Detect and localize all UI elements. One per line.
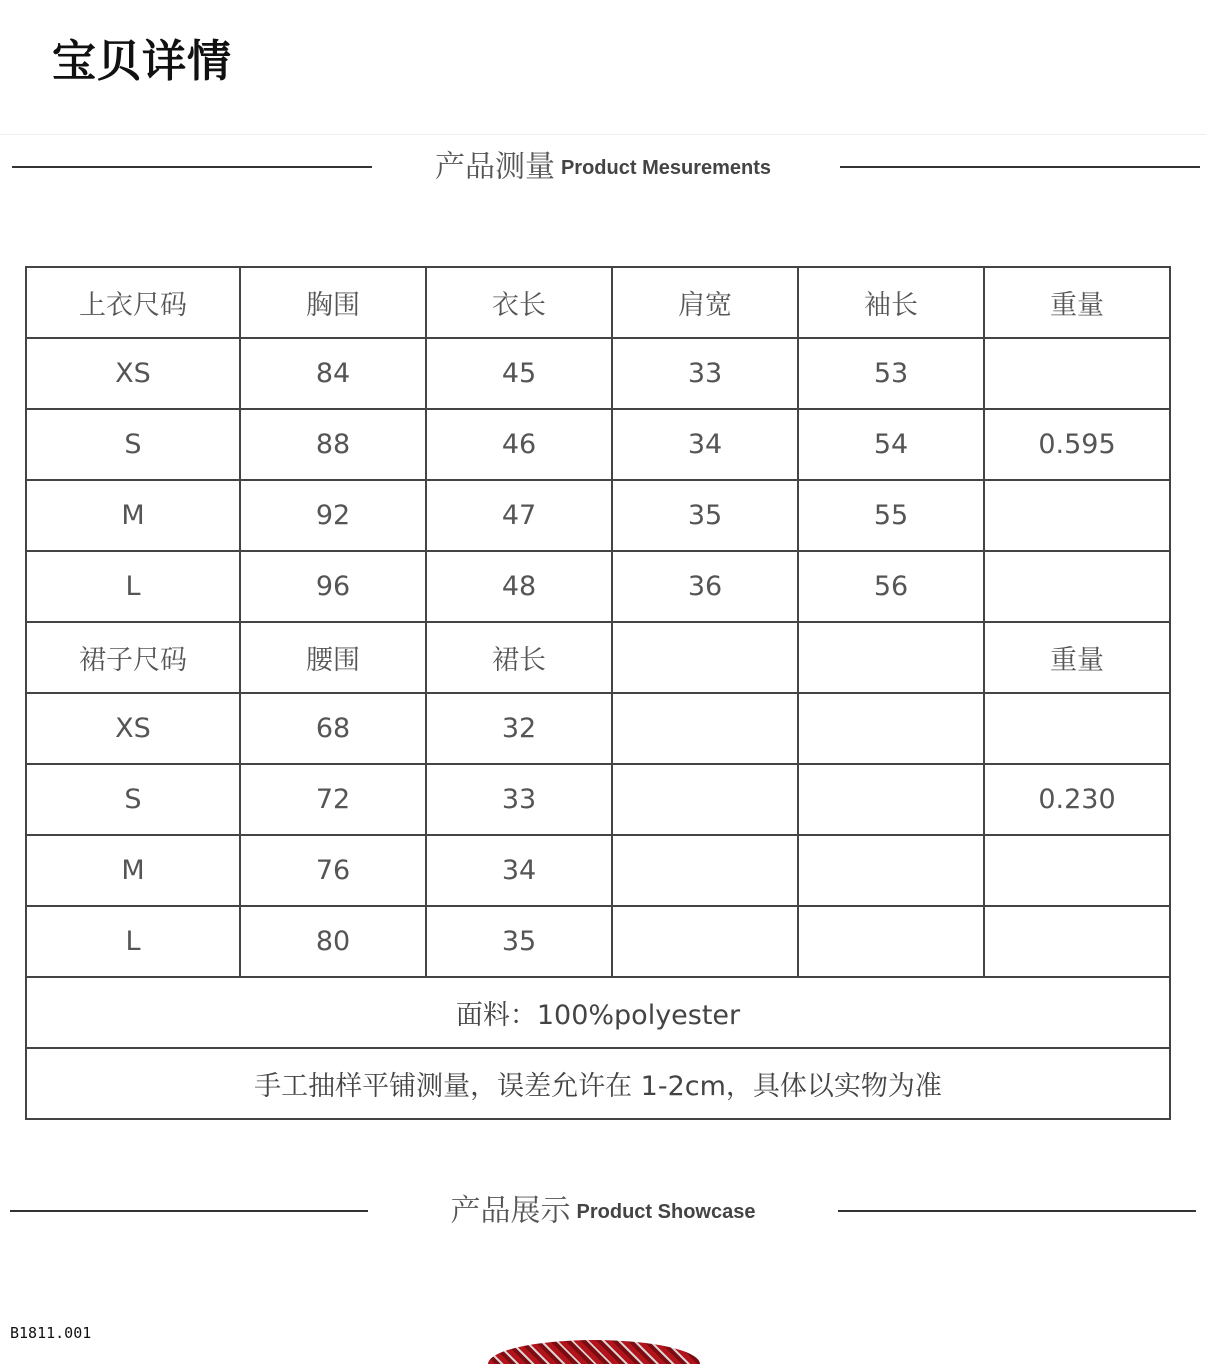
table-row	[26, 551, 1170, 622]
tolerance-note: 手工抽样平铺测量，误差允许在 1-2cm，具体以实物为准	[26, 1048, 1170, 1119]
table-cell	[984, 338, 1170, 409]
table-cell: 53	[798, 338, 984, 409]
table-cell	[984, 906, 1170, 977]
table-cell: 84	[240, 338, 426, 409]
table-cell: 0.595	[984, 409, 1170, 480]
table-cell: L	[26, 551, 240, 622]
table-cell: 肩宽	[612, 267, 798, 338]
table-cell	[612, 835, 798, 906]
table-cell: 袖长	[798, 267, 984, 338]
table-cell	[612, 764, 798, 835]
product-code: B1811.001	[10, 1324, 92, 1342]
fabric-note: 面料：100%polyester	[26, 977, 1170, 1048]
table-cell: 裙子尺码	[26, 622, 240, 693]
section-heading-measurements	[0, 142, 1206, 192]
table-cell: 55	[798, 480, 984, 551]
table-cell	[612, 622, 798, 693]
table-cell: 54	[798, 409, 984, 480]
table-row	[26, 906, 1170, 977]
table-row	[26, 622, 1170, 693]
table-cell: 46	[426, 409, 612, 480]
table-cell: 衣长	[426, 267, 612, 338]
table-cell: S	[26, 409, 240, 480]
table-cell	[798, 906, 984, 977]
table-cell: M	[26, 480, 240, 551]
table-cell: 胸围	[240, 267, 426, 338]
table-cell: 92	[240, 480, 426, 551]
table-cell: L	[26, 906, 240, 977]
section-title	[0, 142, 1206, 193]
section-title-cn: 产品展示	[450, 1193, 571, 1229]
fabric-row	[26, 977, 1170, 1048]
table-cell: 47	[426, 480, 612, 551]
table-row	[26, 764, 1170, 835]
table-cell	[984, 693, 1170, 764]
table-cell: 56	[798, 551, 984, 622]
page-header	[0, 0, 1206, 135]
section-title	[0, 1186, 1206, 1237]
table-cell: 72	[240, 764, 426, 835]
table-row	[26, 409, 1170, 480]
table-cell	[798, 622, 984, 693]
table-cell: 35	[426, 906, 612, 977]
table-row	[26, 480, 1170, 551]
table-cell	[798, 835, 984, 906]
table-cell: 33	[612, 338, 798, 409]
section-heading-showcase	[0, 1186, 1206, 1236]
table-cell	[798, 764, 984, 835]
table-cell: 96	[240, 551, 426, 622]
table-cell: 上衣尺码	[26, 267, 240, 338]
table-cell: 重量	[984, 267, 1170, 338]
table-cell: 45	[426, 338, 612, 409]
table-cell: 重量	[984, 622, 1170, 693]
table-cell: XS	[26, 693, 240, 764]
table-cell: 48	[426, 551, 612, 622]
table-cell: XS	[26, 338, 240, 409]
table-cell: 34	[426, 835, 612, 906]
table-cell: 36	[612, 551, 798, 622]
table-row	[26, 267, 1170, 338]
table-cell	[612, 906, 798, 977]
table-cell: 0.230	[984, 764, 1170, 835]
table-cell: 腰围	[240, 622, 426, 693]
section-title-en: Product Mesurements	[560, 156, 772, 179]
table-cell	[798, 693, 984, 764]
table-cell	[612, 693, 798, 764]
table-cell	[984, 551, 1170, 622]
table-cell: S	[26, 764, 240, 835]
table-cell: 88	[240, 409, 426, 480]
table-cell: M	[26, 835, 240, 906]
tolerance-row	[26, 1048, 1170, 1119]
table-cell: 32	[426, 693, 612, 764]
section-title-en: Product Showcase	[576, 1200, 756, 1223]
size-chart-body	[26, 267, 1170, 977]
table-cell: 68	[240, 693, 426, 764]
product-photo	[488, 1340, 700, 1364]
table-row	[26, 693, 1170, 764]
table-cell: 34	[612, 409, 798, 480]
table-cell	[984, 480, 1170, 551]
size-chart-table	[25, 266, 1171, 1120]
table-cell	[984, 835, 1170, 906]
table-cell: 35	[612, 480, 798, 551]
table-cell: 80	[240, 906, 426, 977]
table-row	[26, 835, 1170, 906]
section-title-cn: 产品测量	[434, 149, 555, 185]
table-row	[26, 338, 1170, 409]
table-cell: 76	[240, 835, 426, 906]
page-title: 宝贝详情	[52, 36, 232, 87]
table-cell: 33	[426, 764, 612, 835]
table-cell: 裙长	[426, 622, 612, 693]
